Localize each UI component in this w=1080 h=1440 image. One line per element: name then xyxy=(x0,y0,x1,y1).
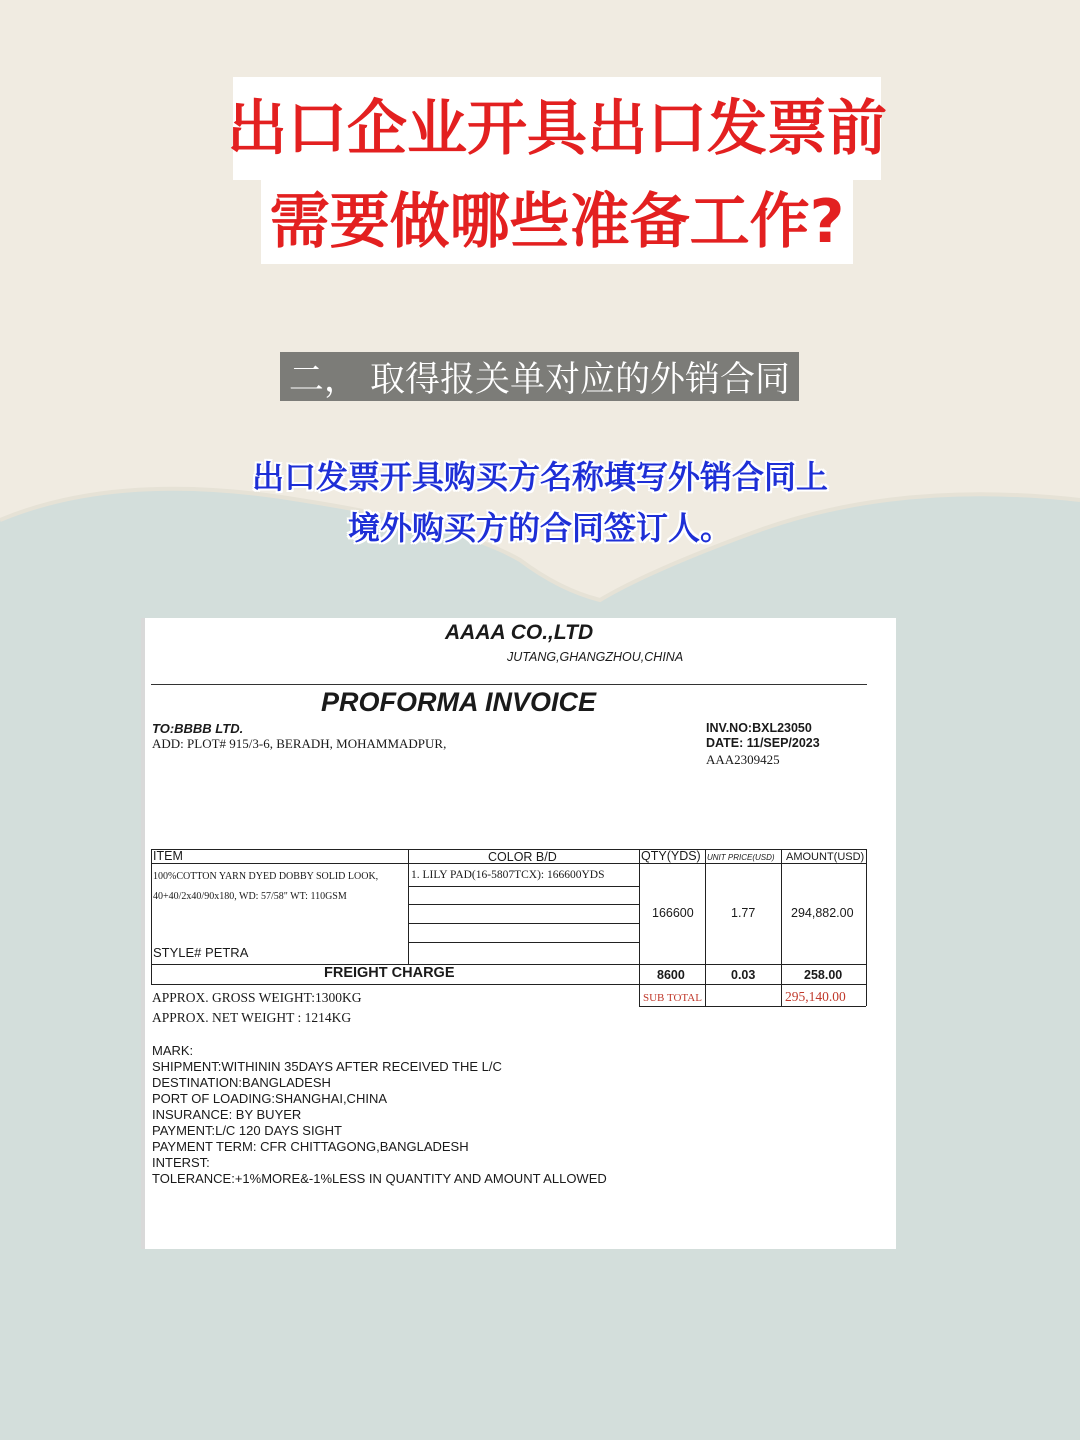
note-shipment: SHIPMENT:WITHININ 35DAYS AFTER RECEIVED THE L/C xyxy=(152,1059,502,1074)
note-interest: INTERST: xyxy=(152,1155,210,1170)
note-payment-term: PAYMENT TERM: CFR CHITTAGONG,BANGLADESH xyxy=(152,1139,469,1154)
qty-value: 166600 xyxy=(652,906,694,920)
header-unit-price: UNIT PRICE(USD) xyxy=(707,853,775,862)
color-line: 1. LILY PAD(16-5807TCX): 166600YDS xyxy=(411,869,605,881)
note-tolerance: TOLERANCE:+1%MORE&-1%LESS IN QUANTITY AND AMOUNT ALLOWED xyxy=(152,1171,607,1186)
company-address: JUTANG,GHANGZHOU,CHINA xyxy=(507,650,684,664)
note-port: PORT OF LOADING:SHANGHAI,CHINA xyxy=(152,1091,388,1106)
note-insurance: INSURANCE: BY BUYER xyxy=(152,1107,302,1122)
freight-label: FREIGHT CHARGE xyxy=(324,965,455,981)
freight-qty: 8600 xyxy=(657,968,685,982)
unit-price-value: 1.77 xyxy=(731,906,756,920)
freight-price: 0.03 xyxy=(731,968,756,982)
buyer-name: TO:BBBB LTD. xyxy=(152,721,244,736)
header-divider xyxy=(151,684,867,685)
invoice-date: DATE: 11/SEP/2023 xyxy=(706,736,820,750)
gross-weight: APPROX. GROSS WEIGHT:1300KG xyxy=(152,990,362,1005)
description-line-1: 出口发票开具购买方名称填写外销合同上 xyxy=(251,458,828,496)
header-item: ITEM xyxy=(153,849,183,863)
item-style: STYLE# PETRA xyxy=(153,945,249,960)
net-weight: APPROX. NET WEIGHT : 1214KG xyxy=(152,1010,352,1025)
item-spec: 40+40/2x40/90x180, WD: 57/58" WT: 110GSM xyxy=(153,891,347,902)
subtotal-label: SUB TOTAL xyxy=(643,992,702,1004)
subtotal-amount: 295,140.00 xyxy=(785,989,846,1004)
header-color: COLOR B/D xyxy=(488,850,557,864)
description-line-2: 境外购买方的合同签订人。 xyxy=(347,509,732,547)
note-destination: DESTINATION:BANGLADESH xyxy=(152,1075,331,1090)
buyer-address: ADD: PLOT# 915/3-6, BERADH, MOHAMMADPUR, xyxy=(152,736,447,751)
invoice-reference: AAA2309425 xyxy=(706,752,780,767)
company-name: AAAA CO.,LTD xyxy=(445,621,594,644)
title-line-2: 需要做哪些准备工作? xyxy=(261,180,853,264)
freight-amount: 258.00 xyxy=(804,968,843,982)
note-payment: PAYMENT:L/C 120 DAYS SIGHT xyxy=(152,1123,342,1138)
title-line-1: 出口企业开具出口发票前 xyxy=(233,77,881,180)
invoice-document xyxy=(141,618,896,1249)
section-heading: 二， 取得报关单对应的外销合同 xyxy=(280,352,799,401)
invoice-number: INV.NO:BXL23050 xyxy=(706,721,812,735)
amount-value: 294,882.00 xyxy=(791,906,854,920)
header-amount: AMOUNT(USD) xyxy=(786,851,865,863)
item-description: 100%COTTON YARN DYED DOBBY SOLID LOOK, xyxy=(153,871,379,882)
invoice-title: PROFORMA INVOICE xyxy=(321,687,597,717)
header-qty: QTY(YDS) xyxy=(641,849,701,863)
note-mark: MARK: xyxy=(152,1043,194,1058)
